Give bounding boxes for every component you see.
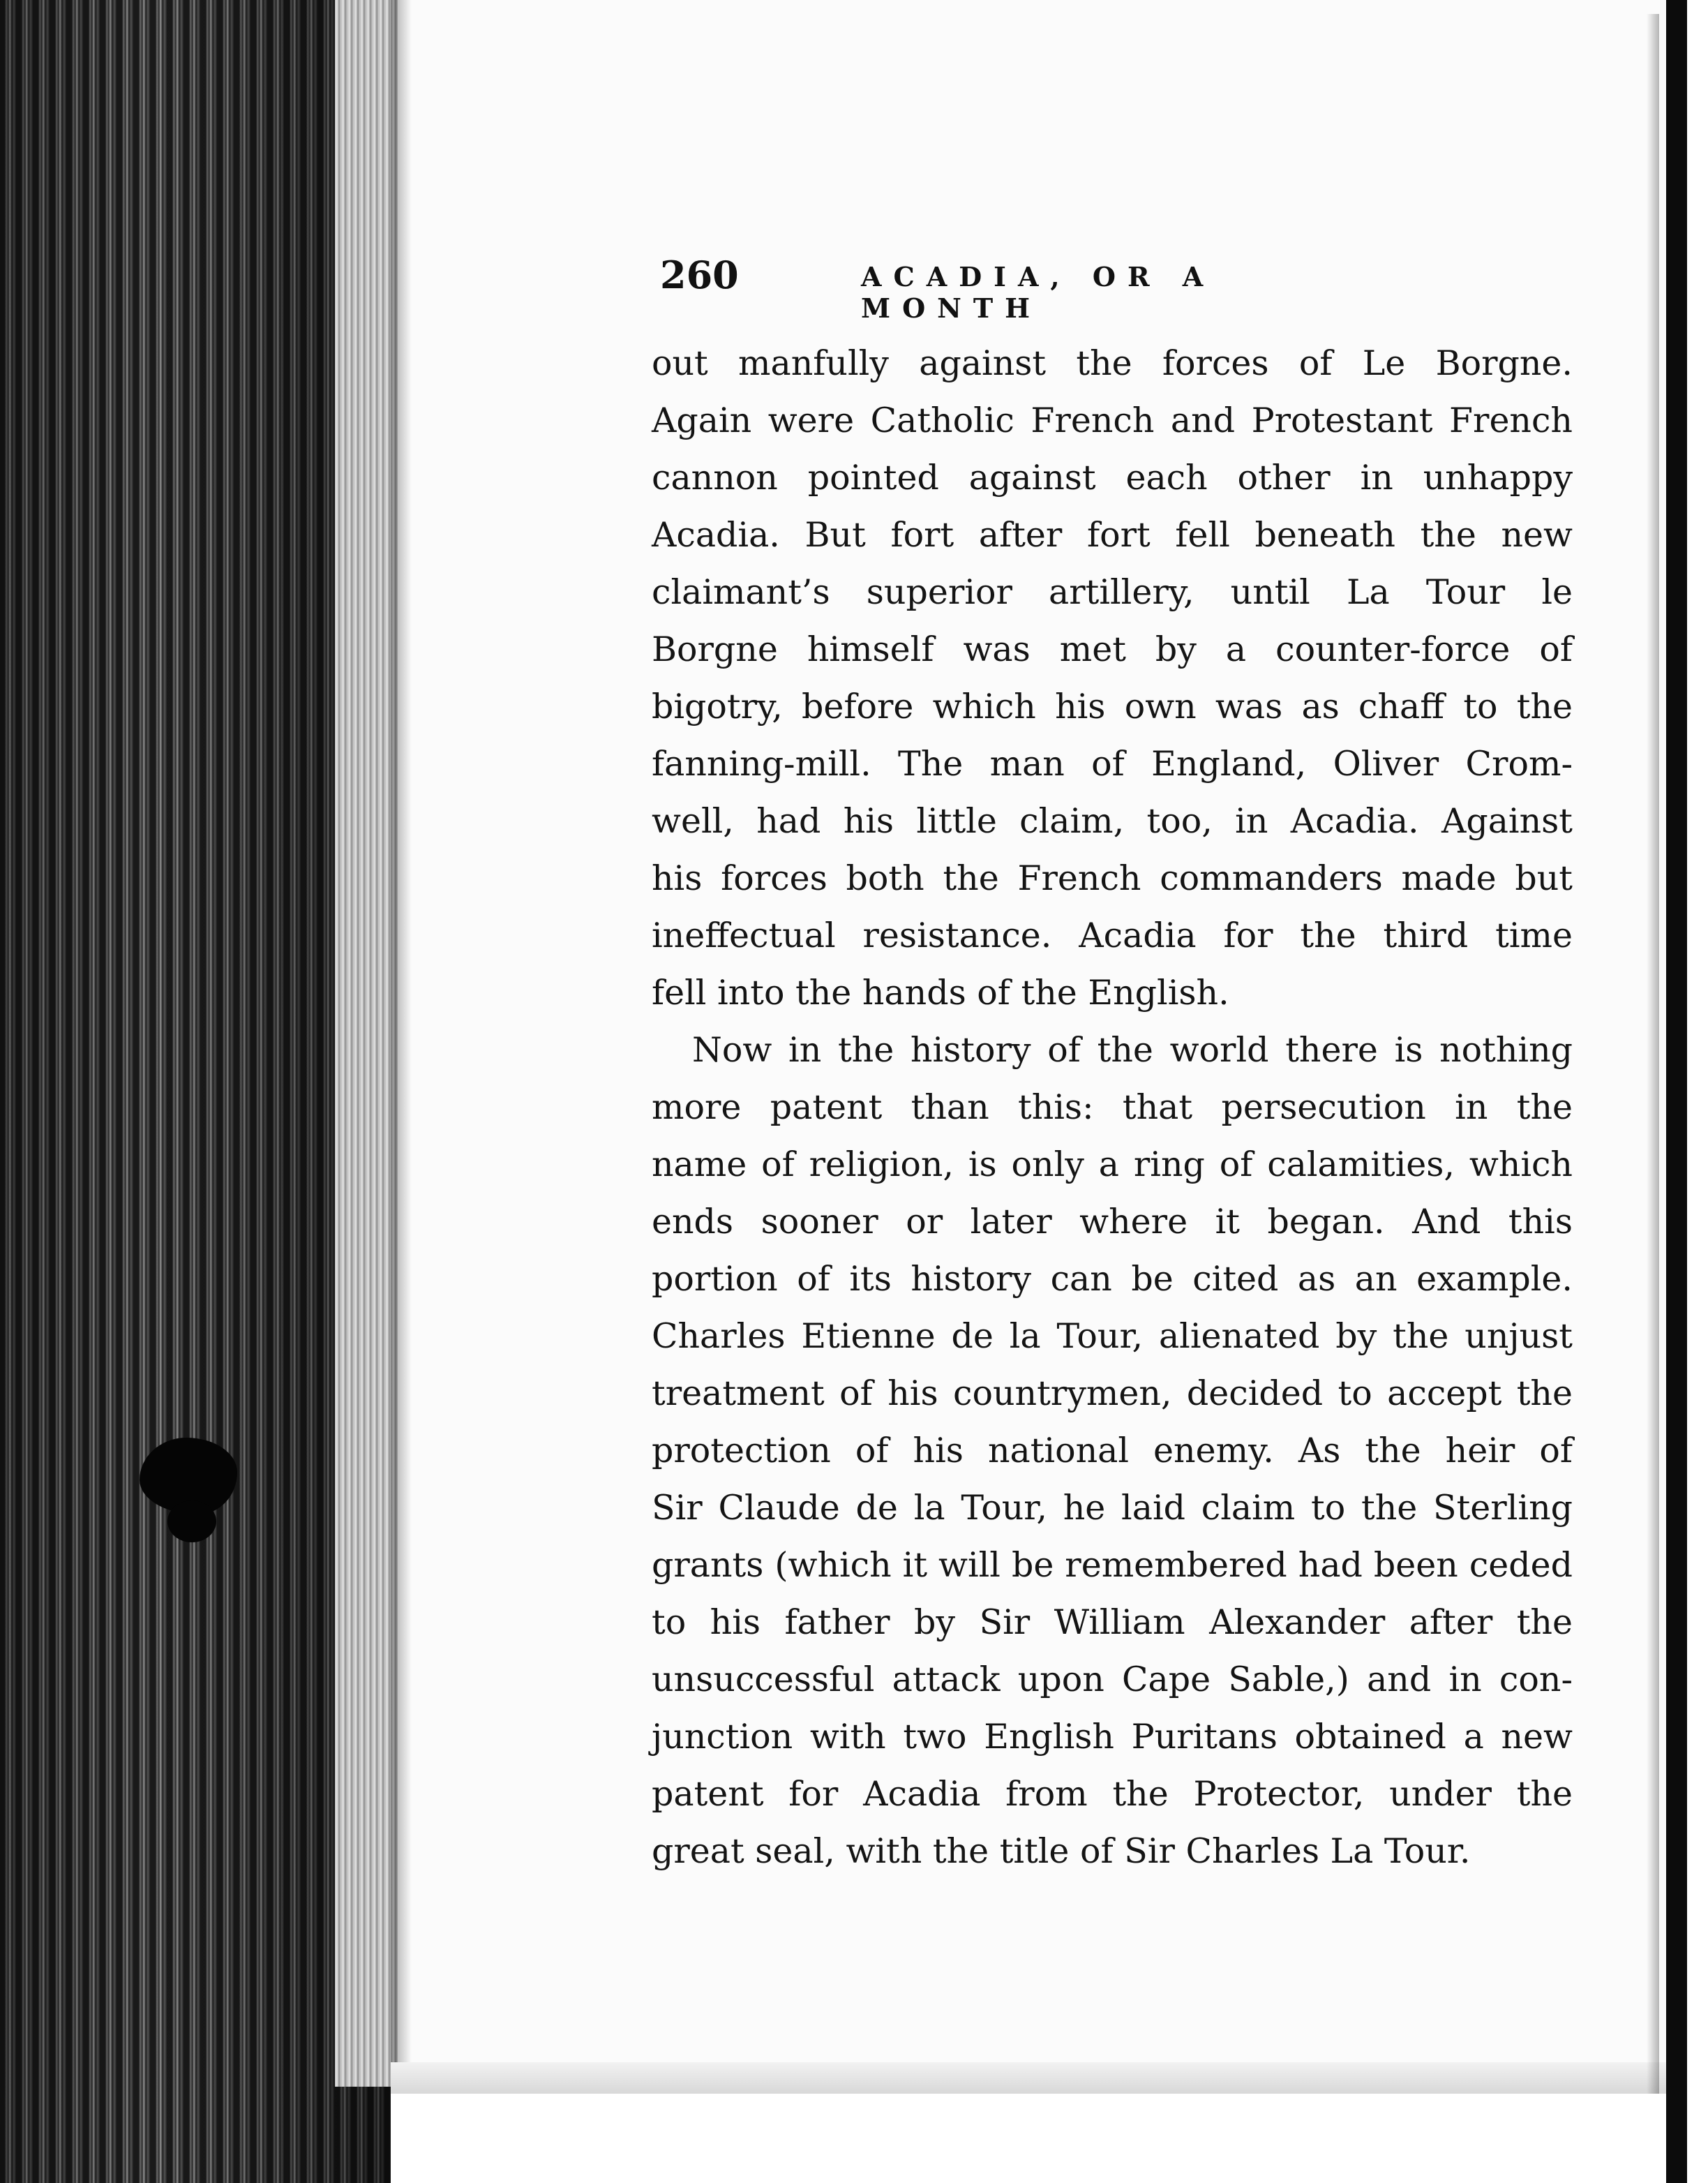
running-head-title: ACADIA, OR A MONTH: [861, 261, 1215, 324]
text-line: unsuccessful attack upon Cape Sable,) and in con-: [652, 1660, 1573, 1699]
text-line: ends sooner or later where it began. And this: [652, 1202, 1573, 1242]
text-line: out manfully against the forces of Le Borgne.: [652, 343, 1573, 383]
text-line: junction with two English Puritans obtained a new: [652, 1717, 1573, 1757]
scan-right-border: [1666, 0, 1687, 2183]
text-line: his forces both the French commanders made but: [652, 858, 1573, 898]
text-line: fanning-mill. The man of England, Oliver Crom-: [652, 744, 1573, 784]
page-stack-edge: [335, 0, 398, 2087]
text-line: great seal, with the title of Sir Charles La Tour.: [652, 1831, 1471, 1871]
fore-edge-shading: [0, 0, 391, 2183]
body-text: [652, 335, 1573, 1880]
text-line: cannon pointed against each other in unhappy: [652, 458, 1573, 498]
text-line: bigotry, before which his own was as chaff to the: [652, 687, 1573, 727]
text-line: Charles Etienne de la Tour, alienated by the unjust: [652, 1316, 1573, 1356]
text-line: patent for Acadia from the Protector, under the: [652, 1774, 1573, 1814]
text-line: well, had his little claim, too, in Acadia. Against: [652, 801, 1573, 841]
text-line: Sir Claude de la Tour, he laid claim to the Sterling: [652, 1488, 1573, 1528]
page-number: 260: [660, 253, 739, 297]
text-line: treatment of his countrymen, decided to accept the: [652, 1373, 1573, 1413]
text-line: grants (which it will be remembered had been ceded: [652, 1545, 1573, 1585]
gutter-shadow: [391, 0, 412, 2087]
right-page-shadow: [1647, 14, 1659, 2094]
text-line: protection of his national enemy. As the heir of: [652, 1431, 1573, 1470]
text-line: ineffectual resistance. Acadia for the third time: [652, 916, 1573, 955]
text-line: Acadia. But fort after fort fell beneath the new: [652, 515, 1573, 555]
text-line: Now in the history of the world there is nothing: [692, 1030, 1573, 1070]
paragraph-1: [652, 335, 1573, 1022]
text-line: name of religion, is only a ring of calamities, which: [652, 1145, 1573, 1184]
running-header: [660, 253, 1393, 324]
text-line: Borgne himself was met by a counter-force of: [652, 629, 1573, 669]
page-bottom-edge: [391, 2062, 1668, 2094]
text-line: fell into the hands of the English.: [652, 973, 1229, 1013]
text-line: claimant’s superior artillery, until La Tour le: [652, 572, 1573, 612]
paragraph-2: [652, 1022, 1573, 1880]
text-line: Again were Catholic French and Protestant French: [652, 401, 1573, 440]
ink-blot-stain-drip: [167, 1500, 216, 1542]
text-line: to his father by Sir William Alexander after the: [652, 1602, 1573, 1642]
text-line: portion of its history can be cited as an example.: [652, 1259, 1573, 1299]
text-line: more patent than this: that persecution in the: [652, 1087, 1573, 1127]
